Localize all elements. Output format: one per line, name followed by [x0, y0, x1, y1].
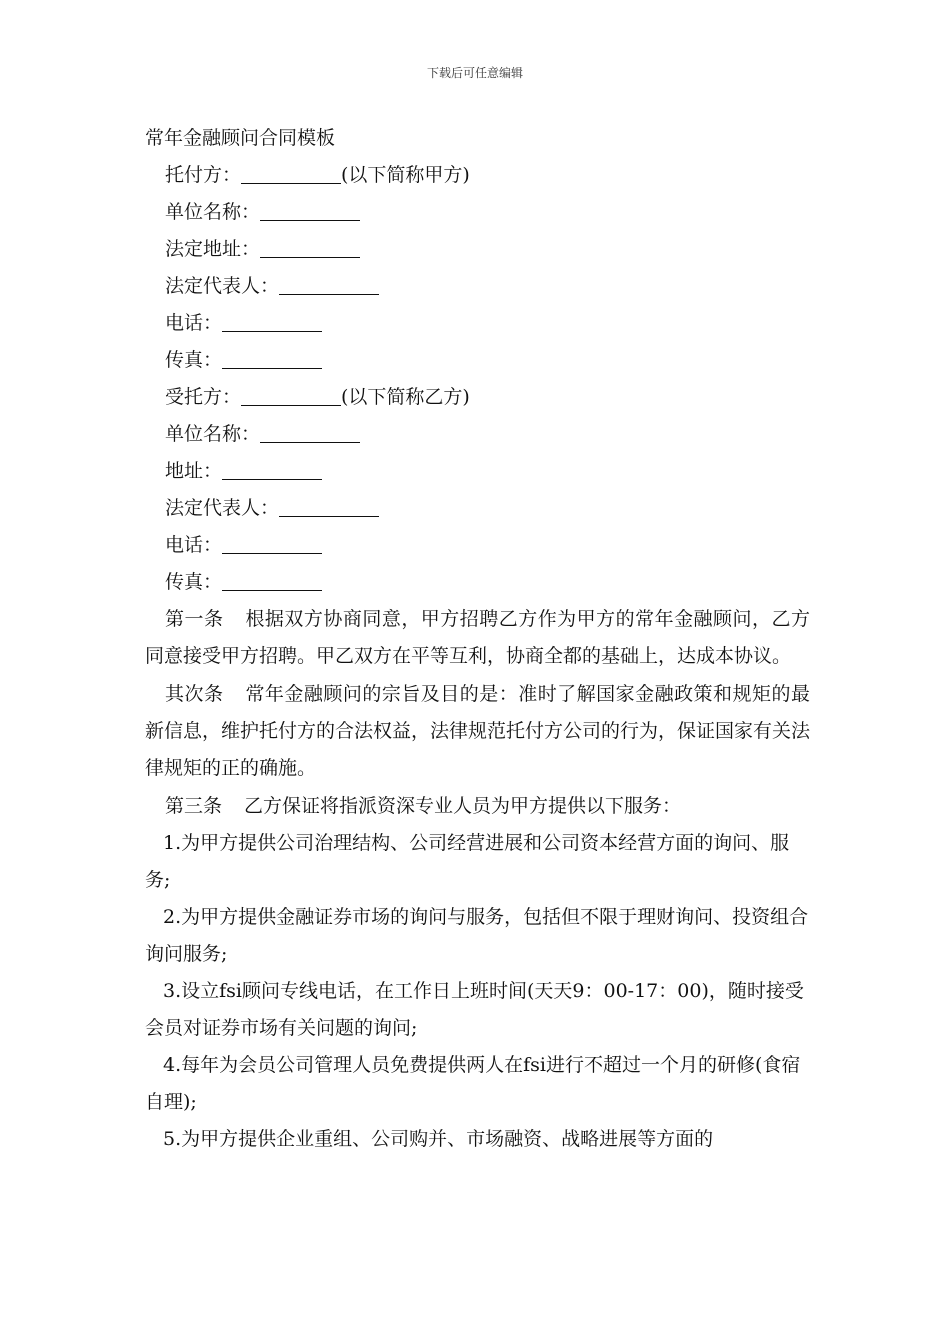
field-trustee-fax	[145, 564, 810, 601]
fill-blank[interactable]	[241, 383, 341, 406]
field-label: 电话：	[165, 534, 223, 556]
fill-blank[interactable]	[260, 235, 360, 258]
document-body	[145, 120, 810, 1158]
field-label: 单位名称：	[165, 423, 261, 445]
field-client	[145, 157, 810, 194]
service-item: 2.为甲方提供金融证券市场的询问与服务，包括但不限于理财询问、投资组合询问服务;	[145, 906, 809, 965]
field-label: 受托方：	[165, 386, 242, 408]
fill-blank[interactable]	[260, 420, 360, 443]
service-item: 1.为甲方提供公司治理结构、公司经营进展和公司资本经营方面的询问、服务;	[145, 832, 790, 891]
fill-blank[interactable]	[241, 161, 341, 184]
field-label: 单位名称：	[165, 201, 261, 223]
field-suffix: (以下简称甲方)	[341, 164, 470, 186]
field-trustee	[145, 379, 810, 416]
article-heading: 第一条	[165, 608, 224, 630]
article-3	[145, 788, 810, 825]
fill-blank[interactable]	[222, 531, 322, 554]
field-client-fax	[145, 342, 810, 379]
article-heading: 第三条	[165, 795, 223, 817]
field-client-legal-rep	[145, 268, 810, 305]
field-client-legal-address	[145, 231, 810, 268]
fill-blank[interactable]	[222, 457, 322, 480]
service-item: 5.为甲方提供企业重组、公司购并、市场融资、战略进展等方面的	[163, 1128, 714, 1150]
field-label: 地址：	[165, 460, 223, 482]
field-trustee-phone	[145, 527, 810, 564]
field-client-unit-name	[145, 194, 810, 231]
article-2	[145, 676, 810, 787]
field-trustee-legal-rep	[145, 490, 810, 527]
article-text: 乙方保证将指派资深专业人员为甲方提供以下服务：	[244, 795, 682, 817]
field-trustee-address	[145, 453, 810, 490]
field-suffix: (以下简称乙方)	[341, 386, 470, 408]
service-item: 3.设立fsi顾问专线电话，在工作日上班时间(天天9：00-17：00)，随时接受会员对证券市场有关问题的询问;	[145, 980, 804, 1039]
document-title: 常年金融顾问合同模板	[145, 127, 336, 149]
article-heading: 其次条	[165, 683, 224, 705]
article-text: 根据双方协商同意，甲方招聘乙方作为甲方的常年金融顾问，乙方同意接受甲方招聘。甲乙双方在平等互利，协商全都的基础上，达成本协议。	[145, 608, 810, 667]
article-1	[145, 601, 810, 675]
field-label: 法定代表人：	[165, 275, 280, 297]
fill-blank[interactable]	[222, 346, 322, 369]
field-client-phone	[145, 305, 810, 342]
field-label: 传真：	[165, 571, 223, 593]
field-label: 托付方：	[165, 164, 242, 186]
field-label: 传真：	[165, 349, 223, 371]
fill-blank[interactable]	[222, 568, 322, 591]
fill-blank[interactable]	[260, 198, 360, 221]
article-text: 常年金融顾问的宗旨及目的是：准时了解国家金融政策和规矩的最新信息，维护托付方的合法权益，法律规范托付方公司的行为，保证国家有关法律规矩的正的确施。	[145, 683, 811, 779]
field-label: 电话：	[165, 312, 223, 334]
fill-blank[interactable]	[222, 309, 322, 332]
fill-blank[interactable]	[279, 494, 379, 517]
header-note: 下载后可任意编辑	[426, 66, 523, 80]
service-item: 4.每年为会员公司管理人员免费提供两人在fsi进行不超过一个月的研修(食宿自理);	[145, 1054, 801, 1113]
field-trustee-unit-name	[145, 416, 810, 453]
fill-blank[interactable]	[279, 272, 379, 295]
field-label: 法定地址：	[165, 238, 261, 260]
field-label: 法定代表人：	[165, 497, 280, 519]
